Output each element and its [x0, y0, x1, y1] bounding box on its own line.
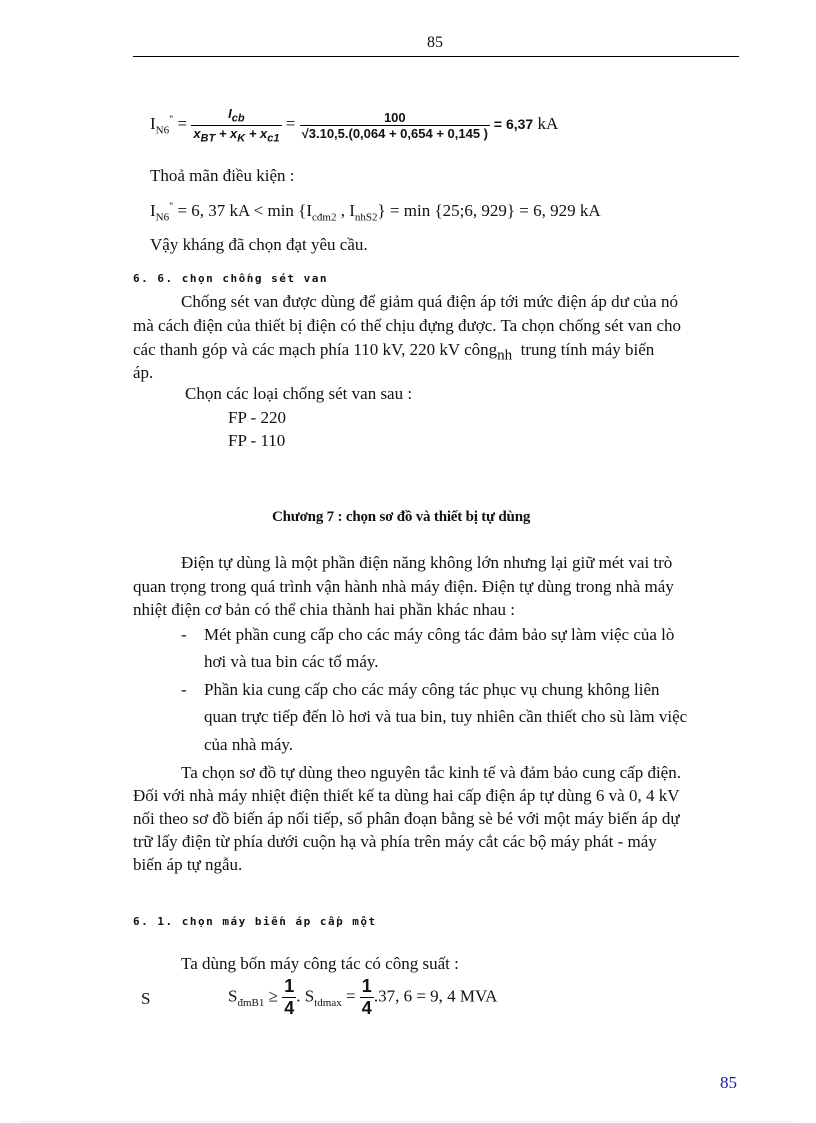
formula-lhs-sup: "	[169, 114, 174, 126]
section-66-item-1: FP - 220	[228, 408, 286, 427]
section-61-s-label: S	[141, 989, 151, 1008]
formula-short-circuit-current	[150, 106, 558, 144]
ch7-p1-line-1: Điện tự dùng là một phần điện năng không lớn nhưng lại giữ mét vai trò	[181, 553, 673, 572]
frac1-den-a-sub: BT	[200, 132, 216, 145]
formula-result: 6,37	[505, 116, 534, 132]
cond-d: } = min {25;6, 929} = 6, 929 kA	[377, 201, 601, 220]
section-61-intro: Ta dùng bốn máy công tác có công suất :	[181, 954, 459, 973]
formula-equals-2: =	[281, 114, 300, 133]
frac1-den-c: + x	[245, 125, 268, 141]
cond-b: = 6, 37 kA < min {I	[173, 201, 312, 220]
f61-frac1-den: 4	[284, 998, 295, 1018]
cond-b-sub: cđm2	[312, 211, 337, 224]
frac1-num-sub: cb	[231, 112, 245, 125]
section-66-para-line-2: mà cách điện của thiết bị điện có thể chịu đựng được. Ta chọn chống sét van cho	[133, 316, 682, 335]
header-rule	[133, 56, 739, 57]
cond-a-sup: "	[169, 201, 174, 213]
bullet-2-line-3: của nhà máy.	[204, 735, 294, 754]
f61-e: .37, 6 = 9, 4 MVA	[373, 986, 498, 1006]
section-66-heading: 6. 6. chọn chống sét van	[133, 272, 328, 285]
para-line-3-sub: nh	[497, 347, 513, 364]
frac1-den-c-sub: c1	[267, 132, 280, 145]
formula-unit: kA	[533, 114, 559, 133]
section-61-heading: 6. 1. chọn máy biến áp cấp một	[133, 915, 377, 928]
section-66-para-line-3	[133, 340, 654, 364]
cond-c: , I	[336, 201, 355, 220]
chapter-7-title: Chương 7 : chọn sơ đồ và thiết bị tự dùng	[272, 509, 531, 525]
f61-frac2-den: 4	[361, 998, 372, 1018]
cond-c-sub: nhS2	[354, 211, 378, 224]
formula-lhs-sub: N6	[155, 124, 170, 137]
frac1-den-b: + x	[215, 125, 238, 141]
bullet-1-line-1: Mét phần cung cấp cho các máy công tác đảm bảo sự làm việc của lò	[204, 625, 675, 644]
frac2-num: 100	[300, 110, 490, 126]
formula-equals: =	[173, 114, 192, 133]
ch7-p2-line-4: trữ lấy điện từ phía dưới cuộn hạ và phía trên máy cắt các bộ máy phát - máy	[133, 832, 657, 851]
frac1-num: I	[228, 106, 232, 121]
ch7-p1-line-2: quan trọng trong quá trình vận hành nhà máy điện. Điện tự dùng trong nhà máy	[133, 577, 674, 596]
condition-label: Thoả mãn điều kiện :	[150, 166, 295, 185]
ch7-p2-line-3: nối theo sơ đồ biến áp nối tiếp, số phân đoạn bằng sè bé với một máy biến áp dự	[133, 809, 680, 828]
page-bottom-divider	[20, 1121, 796, 1122]
section-61-formula	[228, 976, 497, 1019]
formula-fraction-2	[300, 110, 490, 141]
cond-a-sub: N6	[155, 211, 170, 224]
para-line-3b: trung tính máy biến	[520, 340, 655, 359]
formula-lhs: I	[150, 114, 156, 133]
condition-inequality	[150, 201, 601, 223]
bullet-1-marker: -	[181, 625, 187, 644]
f61-frac-1	[282, 976, 296, 1019]
frac1-den-a: x	[193, 125, 201, 141]
f61-frac-2	[360, 976, 374, 1019]
f61-b: ≥	[264, 986, 283, 1006]
f61-frac1-num: 1	[284, 976, 295, 996]
frac2-den: √3.10,5.(0,064 + 0,654 + 0,145 )	[301, 125, 488, 141]
bullet-1-line-2: hơi và tua bin các tổ máy.	[204, 652, 379, 671]
f61-frac2-num: 1	[361, 976, 372, 996]
section-66-para-line-4: áp.	[133, 363, 154, 382]
header-page-number: 85	[427, 34, 443, 51]
frac1-den-b-sub: K	[237, 132, 246, 145]
footer-page-number: 85	[720, 1073, 737, 1092]
section-66-item-2: FP - 110	[228, 431, 286, 450]
f61-a-sub: đmB1	[237, 996, 265, 1009]
section-66-para-line-1: Chống sét van được dùng để giảm quá điện áp tới mức điện áp dư của nó	[181, 292, 678, 311]
ch7-p1-line-3: nhiệt điện cơ bản có thể chia thành hai phần khác nhau :	[133, 600, 515, 619]
ch7-p2-line-2: Đối với nhà máy nhiệt điện thiết kế ta dùng hai cấp điện áp tự dùng 6 và 0, 4 kV	[133, 786, 680, 805]
ch7-p2-line-5: biến áp tự ngẫu.	[133, 855, 243, 874]
bullet-2-marker: -	[181, 680, 187, 699]
para-line-3a: các thanh góp và các mạch phía 110 kV, 220 kV công	[133, 340, 498, 359]
bullet-2-line-1: Phần kia cung cấp cho các máy công tác phục vụ chung không liên	[204, 680, 660, 699]
cond-a: I	[150, 201, 156, 220]
f61-d: =	[341, 986, 360, 1006]
bullet-2-line-2: quan trực tiếp đến lò hơi và tua bin, tuy nhiên cần thiết cho sù làm việc	[204, 707, 688, 726]
f61-c: . S	[296, 986, 315, 1006]
formula-fraction-1	[191, 106, 281, 144]
f61-c-sub: tdmax	[314, 996, 342, 1009]
formula-equals-3: =	[490, 116, 506, 132]
f61-a: S	[228, 986, 238, 1006]
ch7-p2-line-1: Ta chọn sơ đồ tự dùng theo nguyên tắc kinh tế và đảm bảo cung cấp điện.	[181, 763, 681, 782]
conclusion-text: Vậy kháng đã chọn đạt yêu cầu.	[150, 235, 368, 254]
section-66-list-intro: Chọn các loại chống sét van sau :	[185, 384, 413, 403]
